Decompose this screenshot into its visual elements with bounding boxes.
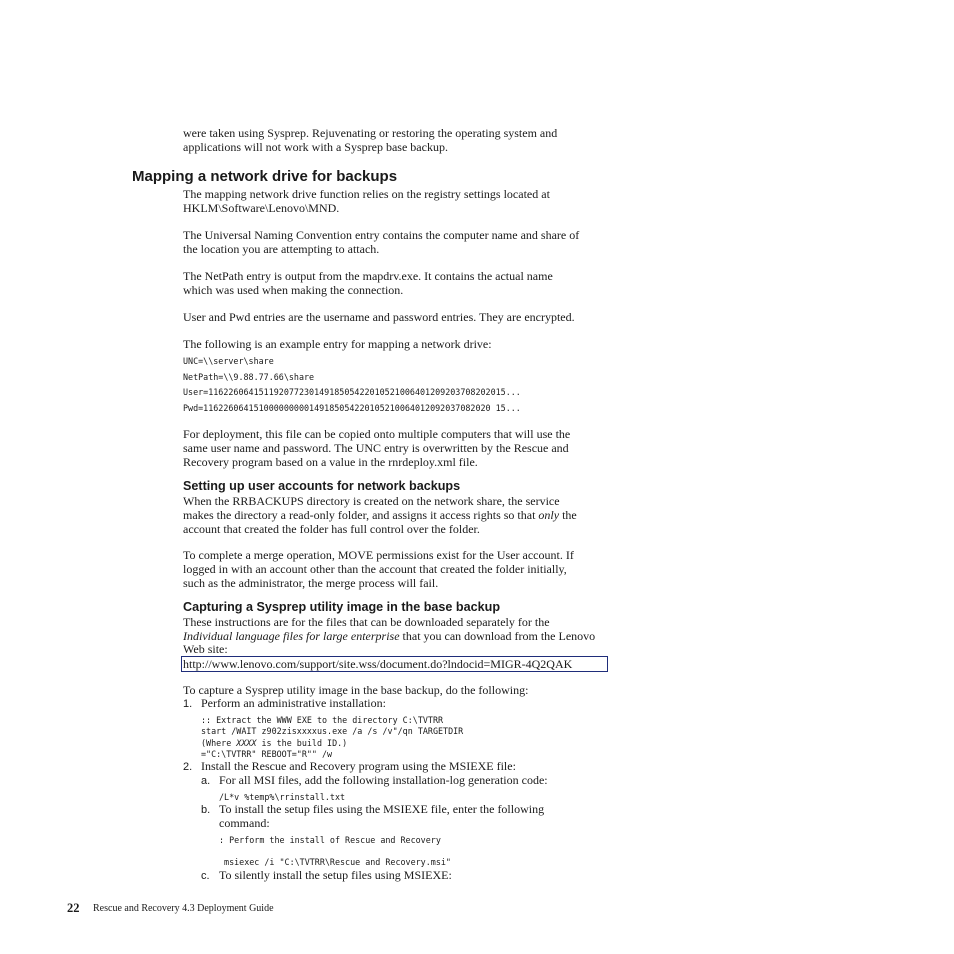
intro-line: applications will not work with a Sysprep base backup.: [183, 140, 448, 154]
paragraph-line: To complete a merge operation, MOVE permissions exist for the User account. If: [183, 548, 574, 562]
paragraph-line: Web site:: [183, 642, 228, 656]
step-text: Perform an administrative installation:: [201, 696, 386, 710]
paragraph-line: logged in with an account other than the account that created the folder initially,: [183, 562, 567, 576]
step-text: command:: [219, 816, 270, 830]
footer-title: Rescue and Recovery 4.3 Deployment Guide: [93, 903, 274, 914]
paragraph-line: [183, 509, 577, 523]
code-line: NetPath=\\9.88.77.66\share: [183, 372, 315, 382]
paragraph-line: such as the administrator, the merge process will fail.: [183, 576, 439, 590]
paragraph-line: For deployment, this file can be copied onto multiple computers that will use the: [183, 427, 571, 441]
paragraph-line: same user name and password. The UNC entry is overwritten by the Rescue and: [183, 441, 569, 455]
paragraph-line: The NetPath entry is output from the mapdrv.exe. It contains the actual name: [183, 269, 553, 283]
paragraph-line: The following is an example entry for mapping a network drive:: [183, 337, 492, 351]
paragraph-line: which was used when making the connection.: [183, 283, 404, 297]
paragraph-line: User and Pwd entries are the username and password entries. They are encrypted.: [183, 310, 575, 324]
section-heading-mapping-network-drive: Mapping a network drive for backups: [132, 168, 398, 185]
step-number: 1.: [183, 698, 193, 710]
code-line: /L*v %temp%\rrinstall.txt: [219, 792, 346, 802]
emphasis-text: only: [538, 508, 560, 522]
paragraph-line: HKLM\Software\Lenovo\MND.: [183, 201, 340, 215]
code-run: (Where: [201, 738, 237, 748]
emphasis-text: Individual language files for large enterprise: [183, 629, 400, 643]
text-run: that you can download from the Lenovo: [399, 629, 596, 643]
section-heading-capturing-sysprep: Capturing a Sysprep utility image in the base backup: [183, 600, 501, 614]
paragraph-line: [183, 630, 595, 644]
intro-line: were taken using Sysprep. Rejuvenating or restoring the operating system and: [183, 126, 558, 140]
paragraph-line: These instructions are for the files that can be downloaded separately for the: [183, 615, 550, 629]
code-line: User=11622606415119207723014918505422010521006401209203708202015...: [183, 387, 521, 397]
step-text: To install the setup files using the MSIEXE file, enter the following: [219, 802, 545, 816]
page-number: 22: [67, 901, 80, 915]
code-line: start /WAIT z902zisxxxxus.exe /a /s /v"/qn TARGETDIR: [201, 726, 464, 736]
paragraph-line: The Universal Naming Convention entry contains the computer name and share of: [183, 228, 580, 242]
code-emphasis: XXXX: [236, 738, 257, 748]
step-number: a.: [201, 775, 211, 787]
paragraph-line: account that created the folder has full control over the folder.: [183, 522, 480, 536]
code-line: :: Extract the WWW EXE to the directory C:\TVTRR: [201, 715, 444, 725]
text-run: the: [559, 508, 577, 522]
paragraph-line: The mapping network drive function relies on the registry settings located at: [183, 187, 550, 201]
paragraph-line: Recovery program based on a value in the rnrdeploy.xml file.: [183, 455, 478, 469]
code-line: Pwd=116226064151000000000149185054220105210064012092037082020 15...: [183, 403, 521, 413]
code-line: msiexec /i "C:\TVTRR\Rescue and Recovery.msi": [219, 857, 451, 867]
step-text: For all MSI files, add the following installation-log generation code:: [219, 773, 548, 787]
text-run: makes the directory a read-only folder, and assigns it access rights so that: [183, 508, 539, 522]
code-run: is the build ID.): [256, 738, 348, 748]
paragraph-line: To capture a Sysprep utility image in the base backup, do the following:: [183, 683, 529, 697]
step-number: c.: [201, 870, 210, 882]
section-heading-user-accounts: Setting up user accounts for network backups: [183, 479, 461, 493]
code-line: : Perform the install of Rescue and Recovery: [219, 835, 441, 845]
code-line: [201, 738, 347, 750]
lenovo-support-link[interactable]: http://www.lenovo.com/support/site.wss/document.do?lndocid=MIGR-4Q2QAK: [181, 656, 608, 672]
step-text: Install the Rescue and Recovery program using the MSIEXE file:: [201, 759, 516, 773]
code-line: UNC=\\server\share: [183, 356, 274, 366]
step-number: b.: [201, 804, 211, 816]
paragraph-line: When the RRBACKUPS directory is created on the network share, the service: [183, 494, 560, 508]
step-number: 2.: [183, 761, 193, 773]
step-text: To silently install the setup files using MSIEXE:: [219, 868, 452, 882]
code-line: ="C:\TVTRR" REBOOT="R"" /w: [201, 749, 333, 759]
paragraph-line: the location you are attempting to attach.: [183, 242, 380, 256]
